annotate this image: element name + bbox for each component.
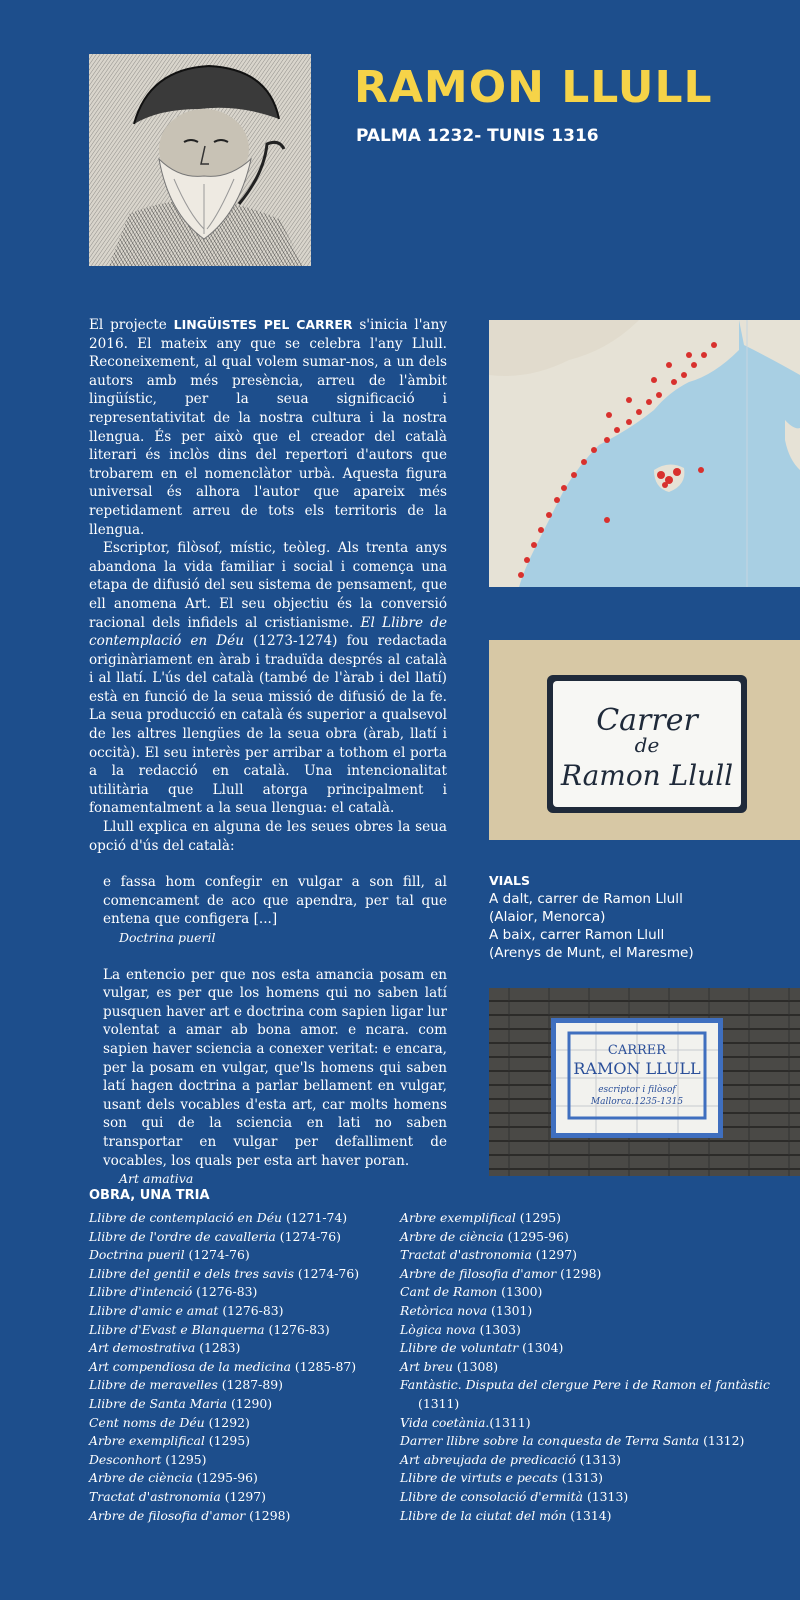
work-year: (1313) — [575, 1451, 621, 1467]
work-year: (1274-76) — [293, 1265, 360, 1281]
works-list-right — [400, 1209, 785, 1525]
work-item — [400, 1265, 785, 1284]
sign1-line2: de — [634, 733, 660, 757]
quote-art-amativa — [103, 966, 447, 1189]
work-title: Cent noms de Déu — [89, 1414, 205, 1430]
work-item — [400, 1209, 785, 1228]
work-year: (1298) — [556, 1265, 602, 1281]
work-title: Llibre de virtuts e pecats — [400, 1470, 558, 1486]
street-sign-arenys — [489, 988, 800, 1176]
work-title: Llibre d'intenció — [89, 1284, 193, 1300]
works-list-left — [89, 1209, 389, 1525]
paragraph-catalan: Llull explica en alguna de les seues obres la seua opció d'ús del català: — [89, 819, 447, 854]
work-title: Llibre de Santa Maria — [89, 1395, 227, 1411]
work-title: Retòrica nova — [400, 1302, 488, 1318]
sign1-line3: Ramon Llull — [560, 759, 734, 792]
sign2-line3: escriptor i filòsof — [598, 1085, 676, 1095]
work-year: (1297) — [531, 1247, 577, 1263]
work-item — [89, 1228, 389, 1247]
work-year: (1313) — [583, 1488, 629, 1504]
work-title: Tractat d'astronomia — [89, 1488, 221, 1504]
work-title: Art abreujada de predicació — [400, 1451, 576, 1467]
work-year: (1313) — [557, 1470, 603, 1486]
work-title: Arbre exemplifical — [89, 1433, 205, 1449]
work-item — [400, 1228, 785, 1247]
work-item — [89, 1488, 389, 1507]
portrait-engraving — [89, 54, 311, 266]
work-title: Darrer llibre sobre la conquesta de Terra Santa — [400, 1433, 700, 1449]
work-title: Llibre de meravelles — [89, 1377, 218, 1393]
work-title: Llibre d'Evast e Blanquerna — [89, 1321, 265, 1337]
work-item — [89, 1321, 389, 1340]
work-title: Cant de Ramon — [400, 1284, 498, 1300]
work-title: Tractat d'astronomia — [400, 1247, 532, 1263]
work-year: (1295) — [204, 1433, 250, 1449]
work-item — [400, 1451, 785, 1470]
work-item — [89, 1283, 389, 1302]
work-year: (1295) — [515, 1210, 561, 1225]
vials-caption: VIALS A dalt, carrer de Ramon Llull (Alaior, Menorca) A baix, carrer Ramon Llull (Arenys de Munt, el Maresme) — [489, 872, 794, 962]
page-title: RAMON LLULL — [354, 62, 713, 113]
work-item — [89, 1209, 389, 1228]
work-item — [89, 1451, 389, 1470]
work-item — [400, 1283, 785, 1302]
work-year: (1285-87) — [290, 1358, 357, 1374]
work-year: (1300) — [497, 1284, 543, 1300]
work-year: (1274-76) — [275, 1228, 341, 1244]
work-year: (1297) — [220, 1488, 266, 1504]
street-map-image — [489, 320, 800, 587]
work-year: (1276-83) — [264, 1321, 330, 1337]
work-item — [89, 1339, 389, 1358]
work-title: Vida coetània. — [400, 1414, 490, 1430]
work-item — [400, 1507, 785, 1526]
work-title: Doctrina pueril — [89, 1247, 185, 1263]
work-title: Fantàstic. Disputa del clergue Pere i de Ramon el fantàstic — [400, 1377, 770, 1393]
work-year: (1276-83) — [218, 1302, 284, 1318]
work-year: (1274-76) — [184, 1247, 250, 1263]
work-year: (1301) — [487, 1302, 533, 1318]
works-heading: OBRA, UNA TRIA — [89, 1188, 210, 1203]
quote-doctrina — [103, 873, 447, 947]
work-item — [400, 1358, 785, 1377]
work-year: (1314) — [566, 1507, 612, 1523]
work-item — [89, 1395, 389, 1414]
work-item — [89, 1432, 389, 1451]
work-year: (1276-83) — [192, 1284, 258, 1300]
work-item — [400, 1488, 785, 1507]
work-title: Art compendiosa de la medicina — [89, 1358, 291, 1374]
work-title: Llibre de contemplació en Déu — [89, 1210, 283, 1225]
work-item — [89, 1469, 389, 1488]
street-sign-alaior — [489, 640, 800, 840]
work-title: Llibre de l'ordre de cavalleria — [89, 1228, 276, 1244]
quote-source: Art amativa — [119, 1171, 194, 1187]
work-title: Llibre de la ciutat del món — [400, 1507, 567, 1523]
work-year: (1312) — [699, 1433, 745, 1449]
work-year: (1292) — [204, 1414, 250, 1430]
work-title: Desconhort — [89, 1451, 162, 1467]
work-year: (1287-89) — [217, 1377, 283, 1393]
quote-source: Doctrina pueril — [119, 930, 216, 945]
work-item — [400, 1432, 785, 1451]
work-item — [89, 1358, 389, 1377]
work-title: Llibre de voluntatr — [400, 1340, 519, 1356]
work-year: (1290) — [227, 1395, 273, 1411]
work-title: Llibre d'amic e amat — [89, 1302, 219, 1318]
work-title: Arbre de filosofia d'amor — [89, 1507, 246, 1523]
work-item — [400, 1321, 785, 1340]
main-text — [89, 316, 447, 1189]
work-item — [89, 1376, 389, 1395]
work-title: Llibre del gentil e dels tres savis — [89, 1265, 294, 1281]
work-year: (1295-96) — [192, 1470, 258, 1486]
sign2-line4: Mallorca.1235-1315 — [590, 1097, 684, 1107]
paragraph-bio: Escriptor, filòsof, místic, teòleg. Als trenta anys abandona la vida familiar i social i comença una etapa de difusió del seu sistema de pensament, que ell anomena Art. El seu objectiu és la conversió racional dels infidels al cristianisme. El Llibre de contemplació en Déu (1273-1274) fou redactada originàriament en àrab i traduïda després al català i al llatí. L'ús del català (també de l'àrab i del llatí) està en funció de la seua missió de difusió de la fe. La seua producció en català és superior a qualsevol de les altres llengües de la seua obra (àrab, llatí i occità). El seu interès per arribar a tothom el porta a la redacció en català. Una intencionalitat utilitària que Llull atorga principalment i fonamentalment a la seua llengua: el català. — [89, 540, 447, 817]
sign1-line1: Carrer — [596, 703, 698, 738]
work-item — [400, 1339, 785, 1358]
page-subtitle: PALMA 1232- TUNIS 1316 — [356, 126, 599, 146]
work-title: Art demostrativa — [89, 1340, 196, 1356]
work-year: (1303) — [475, 1321, 521, 1337]
work-year: (1304) — [518, 1340, 564, 1356]
work-title: Lògica nova — [400, 1321, 476, 1337]
work-item — [89, 1302, 389, 1321]
work-item — [89, 1414, 389, 1433]
sign2-line1: CARRER — [607, 1043, 667, 1058]
work-year: (1298) — [245, 1507, 291, 1523]
paragraph-intro: El projecte LINGÜISTES PEL CARRER s'inicia l'any 2016. El mateix any que se celebra l'any Llull. Reconeixement, al qual volem sumar-nos, a un dels autors amb més presència, arreu de l'àmbit lingüístic, per la seua significació i representativitat de la nostra cultura i la nostra llengua. És per això que el creador del català literari és inclòs dins del repertori d'autors que trobarem en el nomenclàtor urbà. Aquesta figura universal és alhora l'autor que apareix més repetidament arreu de tots els territoris de la llengua. — [89, 317, 447, 538]
work-item — [400, 1302, 785, 1321]
project-name: LINGÜISTES PEL CARRER — [173, 317, 353, 332]
work-title: Art breu — [400, 1358, 453, 1374]
work-item — [89, 1246, 389, 1265]
work-year: (1283) — [195, 1340, 241, 1356]
sign2-line2: RAMON LLULL — [573, 1059, 701, 1078]
work-year: (1308) — [452, 1358, 499, 1374]
work-year: (1271-74) — [282, 1210, 348, 1225]
work-title: Llibre de consolació d'ermità — [400, 1488, 584, 1504]
work-title: Arbre exemplifical — [400, 1210, 516, 1225]
work-item — [400, 1469, 785, 1488]
work-year: (1295-96) — [503, 1228, 569, 1244]
quote-text: La entencio per que nos esta amancia posam en vulgar, es per que los homens qui no saben latí pusquen haver art e doctrina com sapien ligar lur volentat a amar ab bona amor. e ncara. com sapien haver sciencia a conexer veritat: e encara, per la posam en vulgar, que'ls homens qui saben latí hagen doctrina a parlar bellament en vulgar, usant dels vocables d'esta art, car molts homens son qui de la sciencia en lati no saben transportar en vulgar per defalliment de vocables, los quals per esta art haver poran. — [103, 966, 447, 1169]
work-title: Arbre de filosofia d'amor — [400, 1265, 557, 1281]
work-item — [89, 1265, 389, 1284]
work-year: (1311) — [418, 1395, 460, 1411]
work-year: (1295) — [161, 1451, 207, 1467]
work-item — [400, 1414, 785, 1433]
work-title: Arbre de ciència — [400, 1228, 504, 1244]
vials-heading: VIALS — [489, 873, 530, 888]
work-title: Arbre de ciència — [89, 1470, 193, 1486]
work-title: El Llibre de contemplació en Déu — [89, 614, 447, 650]
work-item — [89, 1507, 389, 1526]
quote-text: e fassa hom confegir en vulgar a son fill, al comencament de aco que apendra, per tal que entena que configera [...] — [103, 874, 447, 928]
work-item — [400, 1376, 785, 1413]
work-item — [400, 1246, 785, 1265]
work-year: (1311) — [489, 1414, 531, 1430]
